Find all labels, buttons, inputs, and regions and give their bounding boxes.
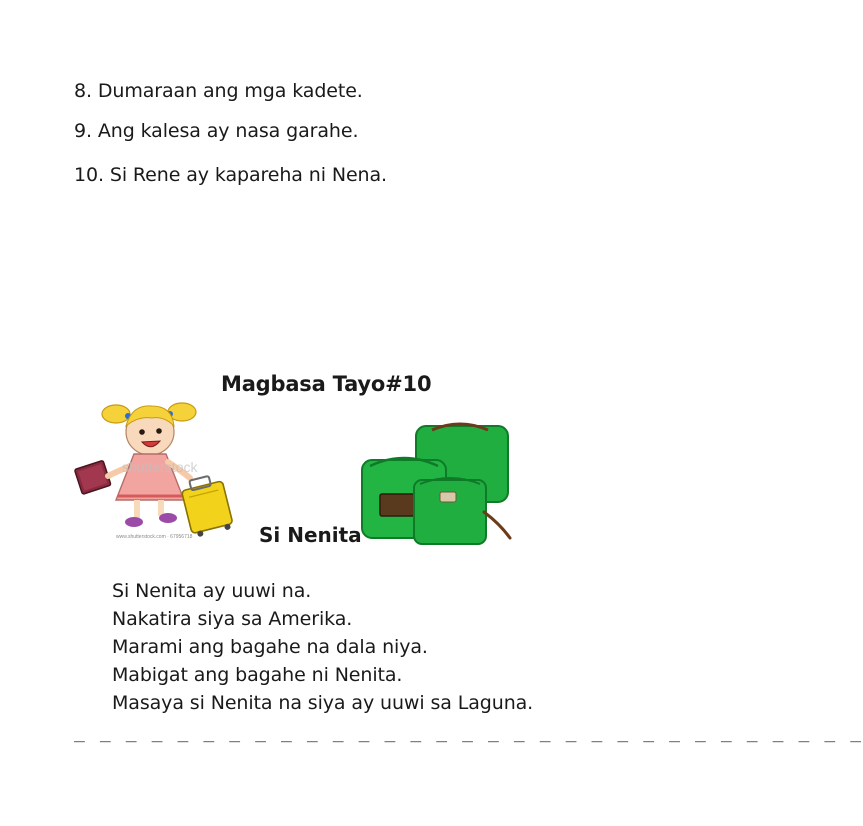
girl-with-luggage-icon <box>72 396 242 544</box>
lesson-title: Magbasa Tayo#10 <box>221 372 432 396</box>
story-line-5: Masaya si Nenita na siya ay uuwi sa Laguna. <box>112 692 534 714</box>
story-line-4: Mabigat ang bagahe ni Nenita. <box>112 664 403 686</box>
story-line-1: Si Nenita ay uuwi na. <box>112 580 312 602</box>
story-line-2: Nakatira siya sa Amerika. <box>112 608 353 630</box>
numbered-line-9: 9. Ang kalesa ay nasa garahe. <box>74 120 359 142</box>
answer-blank-line: _ _ _ _ _ _ _ _ _ _ _ _ _ _ _ _ _ _ _ _ _ _ _ _ _ _ _ _ _ _ _ <box>74 722 863 743</box>
numbered-line-8: 8. Dumaraan ang mga kadete. <box>74 80 363 102</box>
numbered-line-10: 10. Si Rene ay kapareha ni Nena. <box>74 164 387 186</box>
svg-text:www.shutterstock.com · 6795671: www.shutterstock.com · 67956718 <box>116 534 193 540</box>
svg-text:shutterstock: shutterstock <box>122 459 198 475</box>
green-luggage-set-icon <box>360 420 516 548</box>
story-title: Si Nenita <box>259 523 362 547</box>
story-line-3: Marami ang bagahe na dala niya. <box>112 636 428 658</box>
